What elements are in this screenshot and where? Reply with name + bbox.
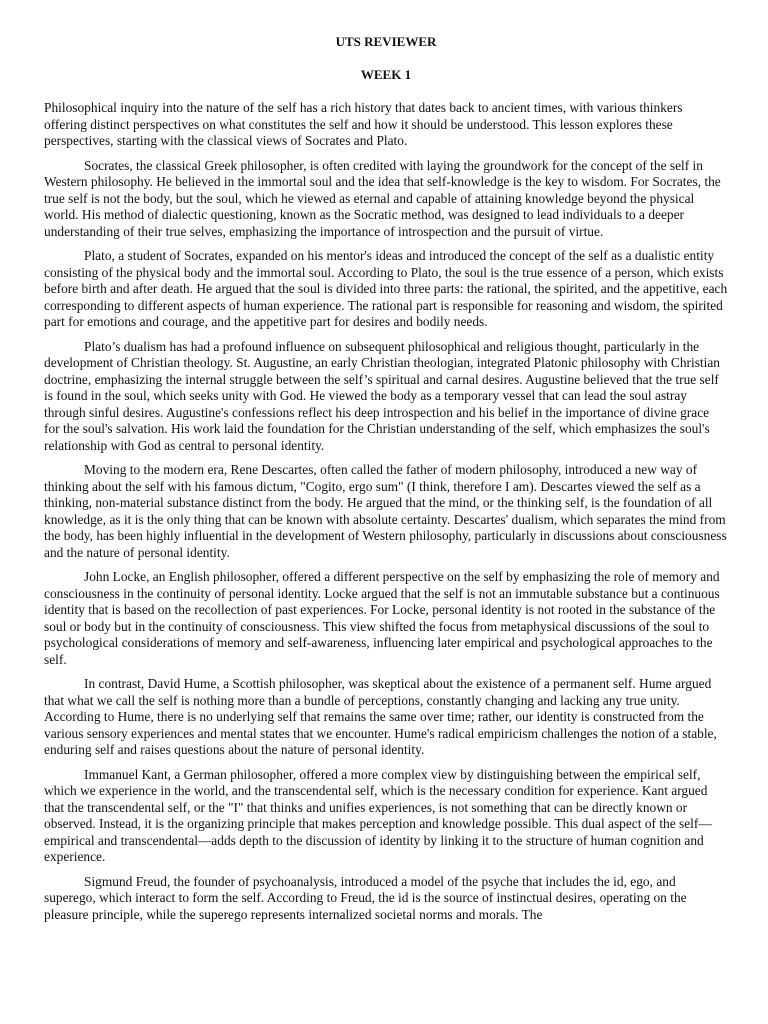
paragraph-socrates: Socrates, the classical Greek philosopher, is often credited with laying the groundwork for the concept of the self in Western philosophy. He believed in the immortal soul and the idea that self-knowledge is the key to wisdom. For Socrates, the true self is not the body, but the soul, which he viewed as eternal and capable of attaining knowledge beyond the physical world. His method of dialectic questioning, known as the Socratic method, was designed to lead individuals to a deeper understanding of their true selves, emphasizing the importance of introspection and the pursuit of virtue.: [44, 157, 721, 239]
paragraph-kant: Immanuel Kant, a German philosopher, offered a more complex view by distinguishing between the empirical self, which we experience in the world, and the transcendental self, which is the necessary condition for experience. Kant argued that the transcendental self, or the "I" that thinks and unifies experiences, is not something that can be directly known or observed. Instead, it is the organizing principle that makes perception and knowledge possible. This dual aspect of the self—empirical and transcendental—adds depth to the discussion of identity by linking it to the structure of human cognition and experience.: [44, 766, 712, 864]
paragraph-freud: Sigmund Freud, the founder of psychoanalysis, introduced a model of the psyche that includes the id, ego, and superego, which interact to form the self. According to Freud, the id is the source of instinctual desires, operating on the pleasure principle, while the superego represents internalized societal norms and morals. The: [44, 873, 687, 922]
paragraph-plato: Plato, a student of Socrates, expanded on his mentor's ideas and introduced the concept of the self as a dualistic entity consisting of the physical body and the immortal soul. According to Plato, the soul is the true essence of a person, which exists before birth and after death. He argued that the soul is divided into three parts: the rational, the spirited, and the appetitive, each corresponding to different aspects of human experience. The rational part is responsible for reasoning and wisdom, the spirited part for emotions and courage, and the appetitive part for desires and bodily needs.: [44, 248, 728, 329]
paragraph-augustine: Plato’s dualism has had a profound influence on subsequent philosophical and religious thought, particularly in the development of Christian theology. St. Augustine, an early Christian theologian, integrated Platonic philosophy with Christian doctrine, emphasizing the internal struggle between the self’s spiritual and carnal desires. Augustine believed that the true self is found in the soul, which seeks unity with God. He viewed the body as a temporary vessel that can lead the soul astray through sinful desires. Augustine's confessions reflect his deep introspection and his belief in the importance of divine grace for the soul's salvation. His work laid the foundation for the Christian understanding of the self, which emphasizes the soul's relationship with God as central to personal identity.: [44, 338, 721, 453]
paragraph-descartes: Moving to the modern era, Rene Descartes, often called the father of modern philosophy, introduced a new way of thinking about the self with his famous dictum, "Cogito, ergo sum" (I think, therefore I am). Descartes viewed the self as a thinking, non-material substance distinct from the body. He argued that the mind, or the thinking self, is the foundation of all knowledge, as it is the only thing that can be known with absolute certainty. Descartes' dualism, which separates the mind from the body, has been highly influential in the development of Western philosophy, particularly in discussions about consciousness and the nature of personal identity.: [44, 462, 727, 560]
paragraph-intro: Philosophical inquiry into the nature of the self has a rich history that dates back to ancient times, with various thinkers offering distinct perspectives on what constitutes the self and how it should be understood. This lesson explores these perspectives, starting with the classical views of Socrates and Plato.: [44, 100, 683, 148]
document-title: UTS REVIEWER: [335, 34, 437, 49]
week-heading: WEEK 1: [360, 67, 412, 82]
paragraph-locke: John Locke, an English philosopher, offered a different perspective on the self by emphasizing the role of memory and consciousness in the continuity of personal identity. Locke argued that the self is not an immutable substance but a continuous identity that is based on the recollection of past experiences. For Locke, personal identity is not rooted in the substance of the soul or body but in the continuity of consciousness. This view shifted the focus from metaphysical discussions of the soul to psychological considerations of memory and self-awareness, influencing later empirical and psychological approaches to the self.: [44, 569, 720, 667]
paragraph-hume: In contrast, David Hume, a Scottish philosopher, was skeptical about the existence of a permanent self. Hume argued that what we call the self is nothing more than a bundle of perceptions, constantly changing and lacking any true unity. According to Hume, there is no underlying self that remains the same over time; rather, our identity is constructed from the various sensory experiences and mental states that we encounter. Hume's radical empiricism challenges the notion of a stable, enduring self and raises questions about the nature of personal identity.: [44, 676, 717, 757]
